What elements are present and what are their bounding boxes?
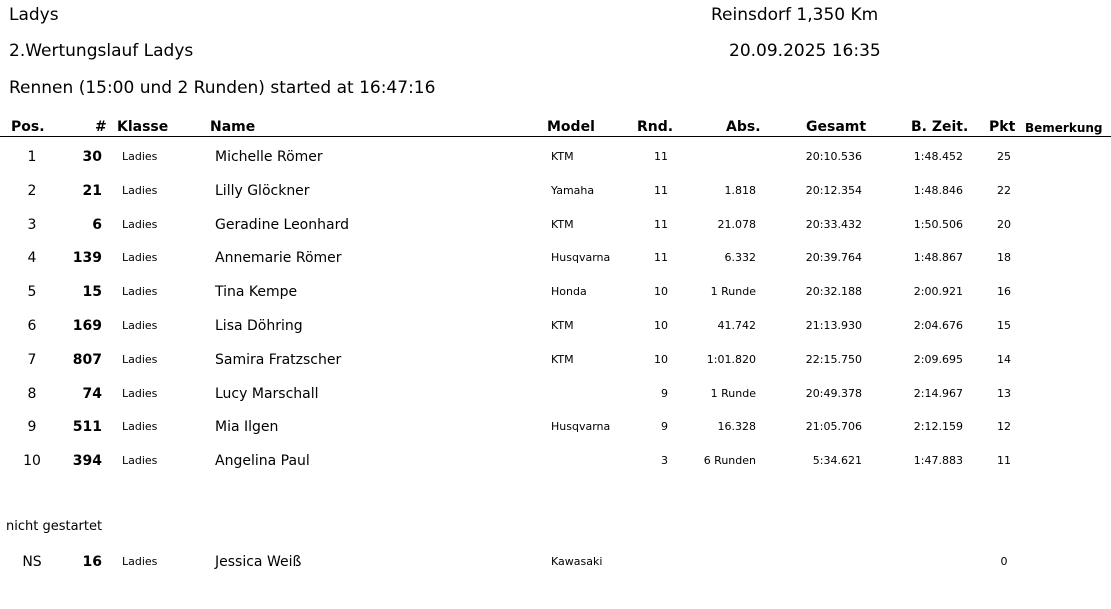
table-row: [0, 247, 1111, 269]
cell-num: 15: [82, 284, 102, 301]
cell-klasse: Ladies: [122, 285, 158, 299]
cell-rnd: 11: [654, 150, 668, 163]
cell-rnd: 10: [654, 352, 668, 366]
col-num: #: [95, 119, 107, 135]
cell-gesamt: 20:33.432: [805, 217, 862, 231]
cell-pos: 2: [27, 182, 37, 199]
table-row: [0, 450, 1111, 472]
cell-name: Lucy Marschall: [215, 385, 319, 402]
cell-name: Lisa Döhring: [215, 318, 303, 334]
cell-gesamt: 20:39.764: [805, 251, 862, 265]
cell-abs: 1:01.820: [706, 352, 756, 366]
cell-klasse: Ladies: [122, 150, 158, 163]
cell-pkt: 11: [997, 454, 1011, 468]
cell-rnd: 10: [654, 319, 668, 332]
col-pos: Pos.: [11, 119, 45, 135]
cell-num: 16: [82, 554, 102, 570]
cell-pkt: 14: [997, 352, 1011, 366]
cell-abs: 6.332: [724, 251, 756, 265]
cell-pkt: 16: [997, 285, 1011, 299]
cell-klasse: Ladies: [122, 420, 158, 434]
cell-pos: 5: [27, 284, 37, 301]
cell-name: Tina Kempe: [215, 284, 298, 301]
cell-bzeit: 1:48.846: [913, 183, 963, 197]
col-klasse: Klasse: [117, 119, 169, 135]
cell-klasse: Ladies: [122, 386, 158, 400]
cell-rnd: 9: [661, 420, 668, 434]
cell-abs: 1 Runde: [710, 285, 756, 299]
cell-pkt: 25: [997, 150, 1011, 163]
cell-model: KTM: [551, 150, 574, 163]
class-title: Ladys: [9, 5, 59, 25]
table-row: [0, 146, 1111, 168]
cell-abs: 16.328: [717, 420, 756, 434]
cell-gesamt: 20:12.354: [805, 183, 862, 197]
cell-num: 21: [82, 182, 102, 199]
cell-pkt: 18: [997, 251, 1011, 265]
cell-num: 6: [92, 216, 102, 233]
cell-gesamt: 20:32.188: [805, 285, 862, 299]
cell-model: Kawasaki: [551, 555, 603, 568]
cell-pkt: 13: [997, 386, 1011, 400]
cell-num: 511: [72, 419, 102, 436]
cell-rnd: 11: [654, 217, 668, 231]
cell-pkt: 12: [997, 420, 1011, 434]
cell-pos: 1: [27, 149, 37, 165]
cell-name: Michelle Römer: [215, 149, 323, 165]
cell-pos: 3: [27, 216, 37, 233]
table-row: [0, 281, 1111, 303]
cell-bzeit: 1:48.867: [913, 251, 963, 265]
cell-abs: 1.818: [724, 183, 756, 197]
cell-name: Lilly Glöckner: [215, 182, 310, 199]
cell-rnd: 10: [654, 285, 668, 299]
cell-pos: 9: [27, 419, 37, 436]
cell-num: 30: [82, 149, 102, 165]
cell-gesamt: 20:10.536: [805, 150, 862, 163]
cell-pkt: 22: [997, 183, 1011, 197]
cell-abs: 6 Runden: [703, 454, 756, 468]
venue: Reinsdorf 1,350 Km: [711, 5, 879, 25]
col-pkt: Pkt: [989, 119, 1016, 135]
cell-num: 139: [72, 250, 102, 267]
race-info: Rennen (15:00 und 2 Runden) started at 16:47:16: [9, 78, 436, 98]
table-row: [0, 315, 1111, 337]
cell-num: 807: [72, 351, 102, 368]
cell-rnd: 9: [661, 386, 668, 400]
table-row: [0, 551, 1111, 573]
cell-name: Geradine Leonhard: [215, 216, 349, 233]
col-bzeit: B. Zeit.: [911, 119, 969, 135]
cell-model: KTM: [551, 319, 574, 332]
cell-rnd: 3: [661, 454, 668, 468]
event-title: 2.Wertungslauf Ladys: [9, 41, 194, 61]
cell-bzeit: 2:04.676: [913, 319, 963, 332]
header-divider: [0, 136, 1111, 137]
table-row: [0, 180, 1111, 202]
not-started-label: nicht gestartet: [6, 519, 103, 534]
cell-bzeit: 1:48.452: [913, 150, 963, 163]
event-datetime: 20.09.2025 16:35: [729, 41, 881, 61]
cell-name: Angelina Paul: [215, 453, 310, 470]
cell-rnd: 11: [654, 183, 668, 197]
cell-model: Yamaha: [551, 183, 595, 197]
cell-model: Honda: [551, 285, 587, 299]
cell-abs: 41.742: [717, 319, 756, 332]
cell-rnd: 11: [654, 251, 668, 265]
cell-model: Husqvarna: [551, 420, 611, 434]
cell-klasse: Ladies: [122, 217, 158, 231]
cell-klasse: Ladies: [122, 251, 158, 265]
col-name: Name: [210, 119, 256, 135]
cell-model: KTM: [551, 352, 574, 366]
cell-gesamt: 5:34.621: [812, 454, 862, 468]
cell-name: Jessica Weiß: [215, 554, 302, 570]
col-rnd: Rnd.: [637, 119, 674, 135]
cell-bzeit: 1:50.506: [913, 217, 963, 231]
cell-bzeit: 2:09.695: [913, 352, 963, 366]
cell-pos: NS: [22, 554, 42, 570]
cell-klasse: Ladies: [122, 319, 158, 332]
col-abs: Abs.: [726, 119, 761, 135]
cell-klasse: Ladies: [122, 183, 158, 197]
table-row: [0, 383, 1111, 405]
cell-klasse: Ladies: [122, 352, 158, 366]
cell-bzeit: 1:47.883: [913, 454, 963, 468]
cell-num: 394: [72, 453, 102, 470]
cell-gesamt: 20:49.378: [805, 386, 862, 400]
cell-gesamt: 22:15.750: [805, 352, 862, 366]
col-bemerkung: Bemerkung: [1025, 121, 1103, 135]
cell-num: 74: [82, 385, 102, 402]
col-model: Model: [547, 119, 595, 135]
cell-abs: 1 Runde: [710, 386, 756, 400]
cell-pos: 8: [27, 385, 37, 402]
cell-pos: 7: [27, 351, 37, 368]
cell-model: Husqvarna: [551, 251, 611, 265]
cell-model: KTM: [551, 217, 574, 231]
cell-gesamt: 21:05.706: [805, 420, 862, 434]
cell-name: Annemarie Römer: [215, 250, 342, 267]
cell-bzeit: 2:14.967: [913, 386, 963, 400]
cell-pkt: 15: [997, 319, 1011, 332]
cell-num: 169: [72, 318, 102, 334]
cell-pos: 4: [27, 250, 37, 267]
cell-pos: 10: [23, 453, 41, 470]
table-row: [0, 214, 1111, 236]
table-row: [0, 416, 1111, 438]
cell-klasse: Ladies: [122, 555, 158, 568]
cell-pkt: 0: [1000, 555, 1008, 568]
cell-bzeit: 2:12.159: [913, 420, 963, 434]
cell-bzeit: 2:00.921: [913, 285, 963, 299]
cell-klasse: Ladies: [122, 454, 158, 468]
table-row: [0, 349, 1111, 371]
cell-abs: 21.078: [717, 217, 756, 231]
cell-name: Samira Fratzscher: [215, 351, 342, 368]
cell-gesamt: 21:13.930: [805, 319, 862, 332]
cell-pos: 6: [27, 318, 37, 334]
cell-name: Mia Ilgen: [215, 419, 279, 436]
col-gesamt: Gesamt: [806, 119, 867, 135]
cell-pkt: 20: [997, 217, 1011, 231]
